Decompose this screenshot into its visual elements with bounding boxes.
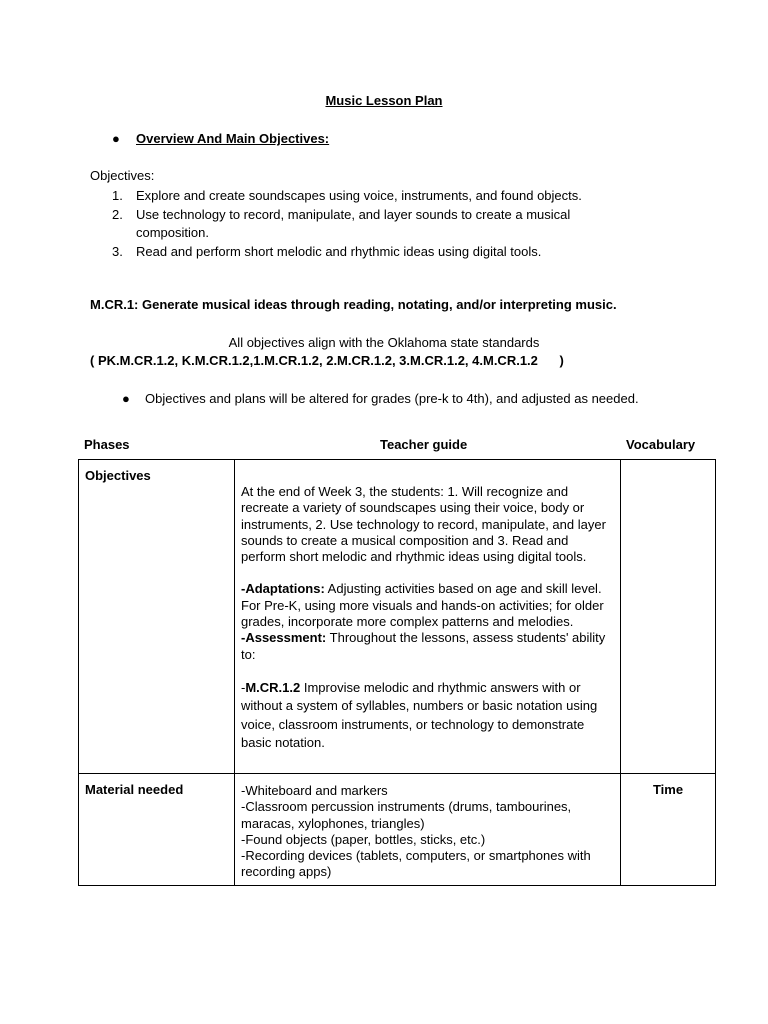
materials-list xyxy=(235,774,620,885)
adaptations-paragraph xyxy=(241,581,613,630)
teacher-guide-content xyxy=(235,460,620,773)
phase-label: Material needed xyxy=(85,781,184,797)
phase-cell xyxy=(79,460,235,774)
mcr-paragraph xyxy=(241,679,613,753)
table-row-objectives xyxy=(79,460,716,774)
objective-number: 2. xyxy=(112,206,123,222)
adaptations-text: Adjusting activities based on age and skill level. For Pre-K, using more visuals and hands-on activities; for older grades, incorporate more complex patterns and melodies. xyxy=(241,581,604,630)
vocabulary-cell xyxy=(621,460,716,774)
table-row-materials xyxy=(79,773,716,885)
phase-cell xyxy=(79,773,235,885)
adaptations-label: -Adaptations: xyxy=(241,581,325,597)
objective-number: 1. xyxy=(112,188,123,203)
time-label: Time xyxy=(652,781,684,797)
material-item: -Recording devices (tablets, computers, or smartphones with recording apps) xyxy=(241,848,591,880)
header-teacher-guide: Teacher guide xyxy=(380,437,468,452)
objective-item xyxy=(112,187,632,206)
mcr-text: Improvise melodic and rhythmic answers with or without a system of syllables, numbers or basic notation using voice, classroom instruments, or technology to demonstrate basic notation. xyxy=(241,679,598,751)
header-vocabulary: Vocabulary xyxy=(626,437,696,452)
overview-heading-text: Overview And Main Objectives: xyxy=(136,131,330,146)
materials-cell xyxy=(235,773,621,885)
assessment-paragraph xyxy=(241,630,613,663)
teacher-guide-cell xyxy=(235,460,621,774)
objective-text: Explore and create soundscapes using voice, instruments, and found objects. xyxy=(136,188,582,203)
page-title: Music Lesson Plan xyxy=(325,93,443,108)
bullet-icon: ● xyxy=(112,131,120,146)
header-phases: Phases xyxy=(84,437,130,452)
lesson-plan-table xyxy=(78,459,716,886)
objectives-summary: At the end of Week 3, the students: 1. Will recognize and recreate a variety of soundscapes using their voice, body or instruments, 2. Use technology to record, manipulate, and layer sounds to create a musical composition and 3. Read and perform short melodic and rhythmic ideas using digital tools. xyxy=(241,484,606,565)
mcr-label: M.CR.1.2 xyxy=(245,679,301,695)
assessment-label: -Assessment: xyxy=(241,630,327,646)
grade-note-text: Objectives and plans will be altered for grades (pre-k to 4th), and adjusted as needed. xyxy=(145,391,639,406)
objective-text: Use technology to record, manipulate, and layer sounds to create a musical composition. xyxy=(136,206,571,240)
mcr-prefix: - xyxy=(241,679,246,695)
bullet-icon: ● xyxy=(122,391,130,406)
phase-label: Objectives xyxy=(85,468,151,483)
objective-text: Read and perform short melodic and rhythmic ideas using digital tools. xyxy=(136,243,542,259)
objective-item xyxy=(112,206,616,243)
time-cell xyxy=(621,773,716,885)
objective-number: 3. xyxy=(112,243,123,259)
alignment-codes: ( PK.M.CR.1.2, K.M.CR.1.2,1.M.CR.1.2, 2.M.CR.1.2, 3.M.CR.1.2, 4.M.CR.1.2 ) xyxy=(90,353,564,368)
objectives-list xyxy=(112,187,632,261)
material-item: -Whiteboard and markers xyxy=(241,782,388,798)
material-item: -Found objects (paper, bottles, sticks, etc.) xyxy=(241,831,486,847)
objective-item xyxy=(112,243,632,262)
assessment-text: Throughout the lessons, assess students' ability to: xyxy=(241,630,606,662)
objectives-heading: Objectives: xyxy=(90,168,155,183)
alignment-text: All objectives align with the Oklahoma state standards xyxy=(228,335,540,350)
standard-statement: M.CR.1: Generate musical ideas through reading, notating, and/or interpreting music. xyxy=(90,297,617,312)
material-item: -Classroom percussion instruments (drums, tambourines, maracas, xylophones, triangles) xyxy=(241,799,572,831)
